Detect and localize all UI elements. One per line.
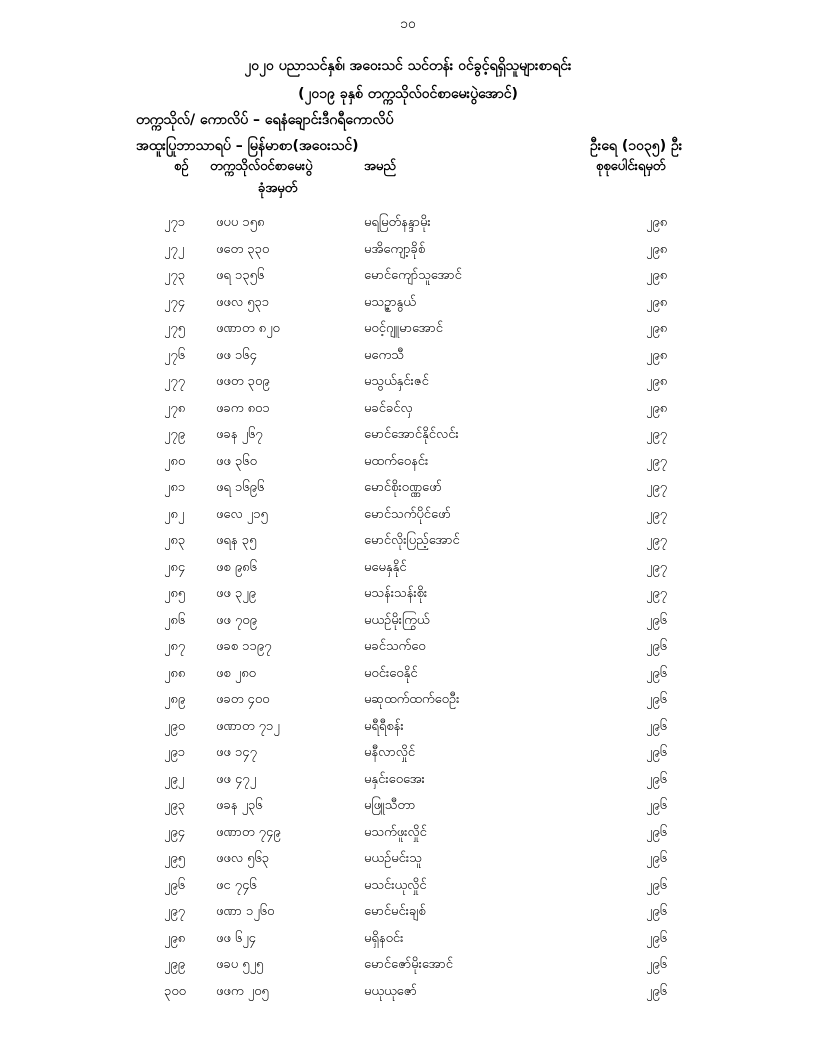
column-header-serial: စဉ် <box>174 159 189 174</box>
table-row <box>0 797 816 824</box>
serial-cell: ၂၈၀ <box>164 453 186 469</box>
table-row <box>0 294 816 321</box>
marks-cell: ၂၉၇ <box>646 533 668 548</box>
table-row <box>0 956 816 983</box>
roll-cell: ဖဏာတ ၇၁၂ <box>216 718 280 734</box>
name-cell: မမေနှနိုင် <box>364 559 407 575</box>
table-row <box>0 744 816 771</box>
subject-line: အထူးပြုဘာသာရပ် – မြန်မာစာ(အဝေးသင်) <box>136 138 359 154</box>
name-cell: မောင်ကျော်သူအောင် <box>364 268 462 283</box>
serial-cell: ၃၀၀ <box>164 983 186 999</box>
page-number: ၁၀ <box>400 16 416 32</box>
name-cell: မခင်သက်ဝေ <box>364 639 426 654</box>
name-cell: မသက်ဖူးလှိုင် <box>364 824 427 840</box>
serial-cell: ၂၉၃ <box>164 798 186 813</box>
marks-cell: ၂၉၆ <box>646 957 668 972</box>
name-cell: မောင်သက်ပိုင်ဖော် <box>364 506 451 522</box>
serial-cell: ၂၉၇ <box>164 904 186 919</box>
serial-cell: ၂၉၈ <box>164 930 186 946</box>
marks-cell: ၂၉၇ <box>646 559 668 575</box>
serial-cell: ၂၇၇ <box>164 374 186 389</box>
marks-cell: ၂၉၇ <box>646 586 668 601</box>
table-row <box>0 347 816 374</box>
roll-cell: ဖခစ ၁၁၉၇ <box>216 639 272 654</box>
serial-cell: ၂၈၆ <box>164 612 186 628</box>
table-row <box>0 771 816 798</box>
marks-cell: ၂၉၇ <box>646 506 668 522</box>
roll-cell: ဖတေ ၃၃၀ <box>216 241 270 257</box>
roll-cell: ဖရ ၁၆၉၆ <box>216 480 265 495</box>
marks-cell: ၂၉၈ <box>646 294 668 310</box>
column-header-roll: တက္ကသိုလ်ဝင်စာမေးပွဲ <box>210 159 313 174</box>
table-row <box>0 983 816 1010</box>
name-cell: မရှိနဝင်း <box>364 930 404 946</box>
roll-cell: ဖရ ၁၃၅၆ <box>216 268 265 283</box>
serial-cell: ၂၉၀ <box>164 718 186 734</box>
roll-cell: ဖလေ ၂၁၅ <box>216 506 268 522</box>
table-row <box>0 612 816 639</box>
name-cell: မဝင်းဝေနိုင် <box>364 665 418 681</box>
serial-cell: ၂၉၄ <box>164 824 186 840</box>
roll-cell: ဖပပ ၁၅၈ <box>216 215 265 230</box>
name-cell: မသွယ်နှင်းဇင် <box>364 374 429 389</box>
serial-cell: ၂၇၈ <box>164 400 186 416</box>
serial-cell: ၂၇၅ <box>164 321 186 336</box>
serial-cell: ၂၈၇ <box>164 639 186 654</box>
roll-cell: ဖဏာတ ၈၂၀ <box>216 321 280 336</box>
table-row <box>0 426 816 453</box>
name-cell: မရမြတ်နန္ဒာမိုး <box>364 215 431 230</box>
marks-cell: ၂၉၈ <box>646 215 668 230</box>
serial-cell: ၂၈၃ <box>164 533 186 548</box>
table-row <box>0 877 816 904</box>
marks-cell: ၂၉၆ <box>646 745 668 760</box>
table-row <box>0 903 816 930</box>
table-row <box>0 267 816 294</box>
roll-cell: ဖဖ ၃၆၀ <box>216 453 257 469</box>
marks-cell: ၂၉၆ <box>646 692 668 707</box>
roll-cell: ဖခက ၈၀၁ <box>216 400 270 416</box>
table-row <box>0 532 816 559</box>
student-count: ဦးရေ (၁၀၃၅) ဦး <box>590 138 683 154</box>
name-cell: မောင်လိုးပြည့်အောင် <box>364 533 460 548</box>
marks-cell: ၂၉၆ <box>646 718 668 734</box>
university-line: တက္ကသိုလ်/ ကောလိပ် – ရေနံချောင်းဒီဂရီကောလိပ် <box>136 112 394 128</box>
marks-cell: ၂၉၆ <box>646 877 668 893</box>
roll-cell: ဖစ ၉၈၆ <box>216 559 257 575</box>
serial-cell: ၂၇၁ <box>164 215 186 230</box>
serial-cell: ၂၈၈ <box>164 665 186 681</box>
serial-cell: ၂၉၂ <box>164 771 185 787</box>
name-cell: မသန်းသန်းစိုး <box>364 586 428 601</box>
table-row <box>0 241 816 268</box>
roll-cell: ဖဖ ၃၂၉ <box>216 586 256 601</box>
serial-cell: ၂၇၂ <box>164 241 185 257</box>
serial-cell: ၂၇၉ <box>164 427 186 442</box>
marks-cell: ၂၉၆ <box>646 824 668 840</box>
serial-cell: ၂၈၂ <box>164 506 185 522</box>
roll-cell: ဖဖ ၁၄၇ <box>216 745 257 760</box>
column-header-name: အမည် <box>364 159 396 174</box>
marks-cell: ၂၉၆ <box>646 904 668 919</box>
name-cell: မောင်အောင်နိုင်လင်း <box>364 427 459 442</box>
table-row <box>0 479 816 506</box>
name-cell: မရီရီစန်း <box>364 718 404 734</box>
name-cell: မောင်ဇော်မိုးအောင် <box>364 957 453 972</box>
marks-cell: ၂၉၇ <box>646 453 668 469</box>
table-row <box>0 585 816 612</box>
name-cell: မယုယုဇော် <box>364 983 417 999</box>
serial-cell: ၂၉၉ <box>164 957 186 972</box>
marks-cell: ၂၉၆ <box>646 930 668 946</box>
name-cell: မနှင်းဝေအေး <box>364 771 425 787</box>
name-cell: မထက်ဝေနင်း <box>364 453 429 469</box>
marks-cell: ၂၉၇ <box>646 427 668 442</box>
roll-cell: ဖစ ၂၈၀ <box>216 665 256 681</box>
table-row <box>0 691 816 718</box>
serial-cell: ၂၈၄ <box>164 559 186 575</box>
column-header-roll-sub: ခုံအမှတ် <box>258 181 298 196</box>
roll-cell: ဖခန ၂၆၇ <box>216 427 263 442</box>
roll-cell: ဖရန ၃၅ <box>216 533 257 548</box>
marks-cell: ၂၉၈ <box>646 400 668 416</box>
serial-cell: ၂၇၃ <box>164 268 186 283</box>
student-table <box>0 214 816 1009</box>
name-cell: မသင်းယုလှိုင် <box>364 877 427 893</box>
table-row <box>0 638 816 665</box>
roll-cell: ဖဖ ၇၀၉ <box>216 612 257 628</box>
name-cell: မဆုထက်ထက်ဝေဦး <box>364 692 460 707</box>
name-cell: မအိကျော့ခိုစ် <box>364 241 426 257</box>
marks-cell: ၂၉၆ <box>646 798 668 813</box>
serial-cell: ၂၇၆ <box>164 347 186 363</box>
table-row <box>0 559 816 586</box>
roll-cell: ဖခတ ၄၀၀ <box>216 692 270 707</box>
table-row <box>0 850 816 877</box>
serial-cell: ၂၉၁ <box>164 745 186 760</box>
table-row <box>0 718 816 745</box>
serial-cell: ၂၈၅ <box>164 586 186 601</box>
name-cell: မဖြူသီတာ <box>364 798 416 813</box>
marks-cell: ၂၉၆ <box>646 612 668 628</box>
marks-cell: ၂၉၇ <box>646 480 668 495</box>
roll-cell: ဖဖ ၆၂၄ <box>216 930 256 946</box>
roll-cell: ဖဖလ ၅၆၃ <box>216 851 270 866</box>
marks-cell: ၂၉၈ <box>646 268 668 283</box>
roll-cell: ဖဏာတ ၇၄၉ <box>216 824 281 840</box>
marks-cell: ၂၉၆ <box>646 851 668 866</box>
marks-cell: ၂၉၈ <box>646 321 668 336</box>
name-cell: မကေသီ <box>364 347 404 363</box>
marks-cell: ၂၉၈ <box>646 374 668 389</box>
serial-cell: ၂၇၄ <box>164 294 186 310</box>
roll-cell: ဖဖ ၄၇၂ <box>216 771 256 787</box>
marks-cell: ၂၉၆ <box>646 771 668 787</box>
table-row <box>0 214 816 241</box>
table-row <box>0 373 816 400</box>
name-cell: မောင်မင်းချစ် <box>364 904 426 919</box>
name-cell: မယဉ်မင်းသူ <box>364 851 422 866</box>
roll-cell: ဖင ၇၄၆ <box>216 877 257 893</box>
document-title: ၂၀၂၀ ပညာသင်နှစ်၊ အဝေးသင် သင်တန်း ဝင်ခွင့်ရရှိသူများစာရင်း <box>244 58 572 74</box>
table-row <box>0 453 816 480</box>
serial-cell: ၂၈၉ <box>164 692 186 707</box>
name-cell: မခင်ခင်လှ <box>364 400 413 416</box>
table-row <box>0 320 816 347</box>
marks-cell: ၂၉၆ <box>646 665 668 681</box>
name-cell: မနီလာလှိုင် <box>364 745 416 760</box>
name-cell: မသဉ္ဇာနွယ် <box>364 294 416 310</box>
table-row <box>0 824 816 851</box>
roll-cell: ဖဖလ ၅၃၁ <box>216 294 270 310</box>
serial-cell: ၂၉၅ <box>164 851 186 866</box>
roll-cell: ဖဖ ၁၆၄ <box>216 347 257 363</box>
marks-cell: ၂၉၆ <box>646 639 668 654</box>
marks-cell: ၂၉၈ <box>646 347 668 363</box>
roll-cell: ဖခန ၂၃၆ <box>216 798 263 813</box>
marks-cell: ၂၉၈ <box>646 241 668 257</box>
roll-cell: ဖဖတ ၃၀၉ <box>216 374 270 389</box>
table-row <box>0 400 816 427</box>
table-row <box>0 930 816 957</box>
table-row <box>0 506 816 533</box>
table-row <box>0 665 816 692</box>
name-cell: မဝင့်ဂျူမာအောင် <box>364 321 443 336</box>
column-header-marks: စုစုပေါင်းရမှတ် <box>596 159 666 174</box>
serial-cell: ၂၉၆ <box>164 877 186 893</box>
marks-cell: ၂၉၆ <box>646 983 668 999</box>
roll-cell: ဖခပ ၅၂၅ <box>216 957 264 972</box>
roll-cell: ဖဏာ ၁၂၆၀ <box>216 904 275 919</box>
serial-cell: ၂၈၁ <box>164 480 186 495</box>
name-cell: မောင်စိုးဝဏ္ဏဖော် <box>364 480 442 495</box>
name-cell: မယဉ်မိုးကြွယ် <box>364 612 430 628</box>
document-subtitle: (၂၀၁၉ ခုနှစ် တက္ကသိုလ်ဝင်စာမေးပွဲအောင်) <box>298 86 518 102</box>
roll-cell: ဖဖက ၂၀၅ <box>216 983 269 999</box>
